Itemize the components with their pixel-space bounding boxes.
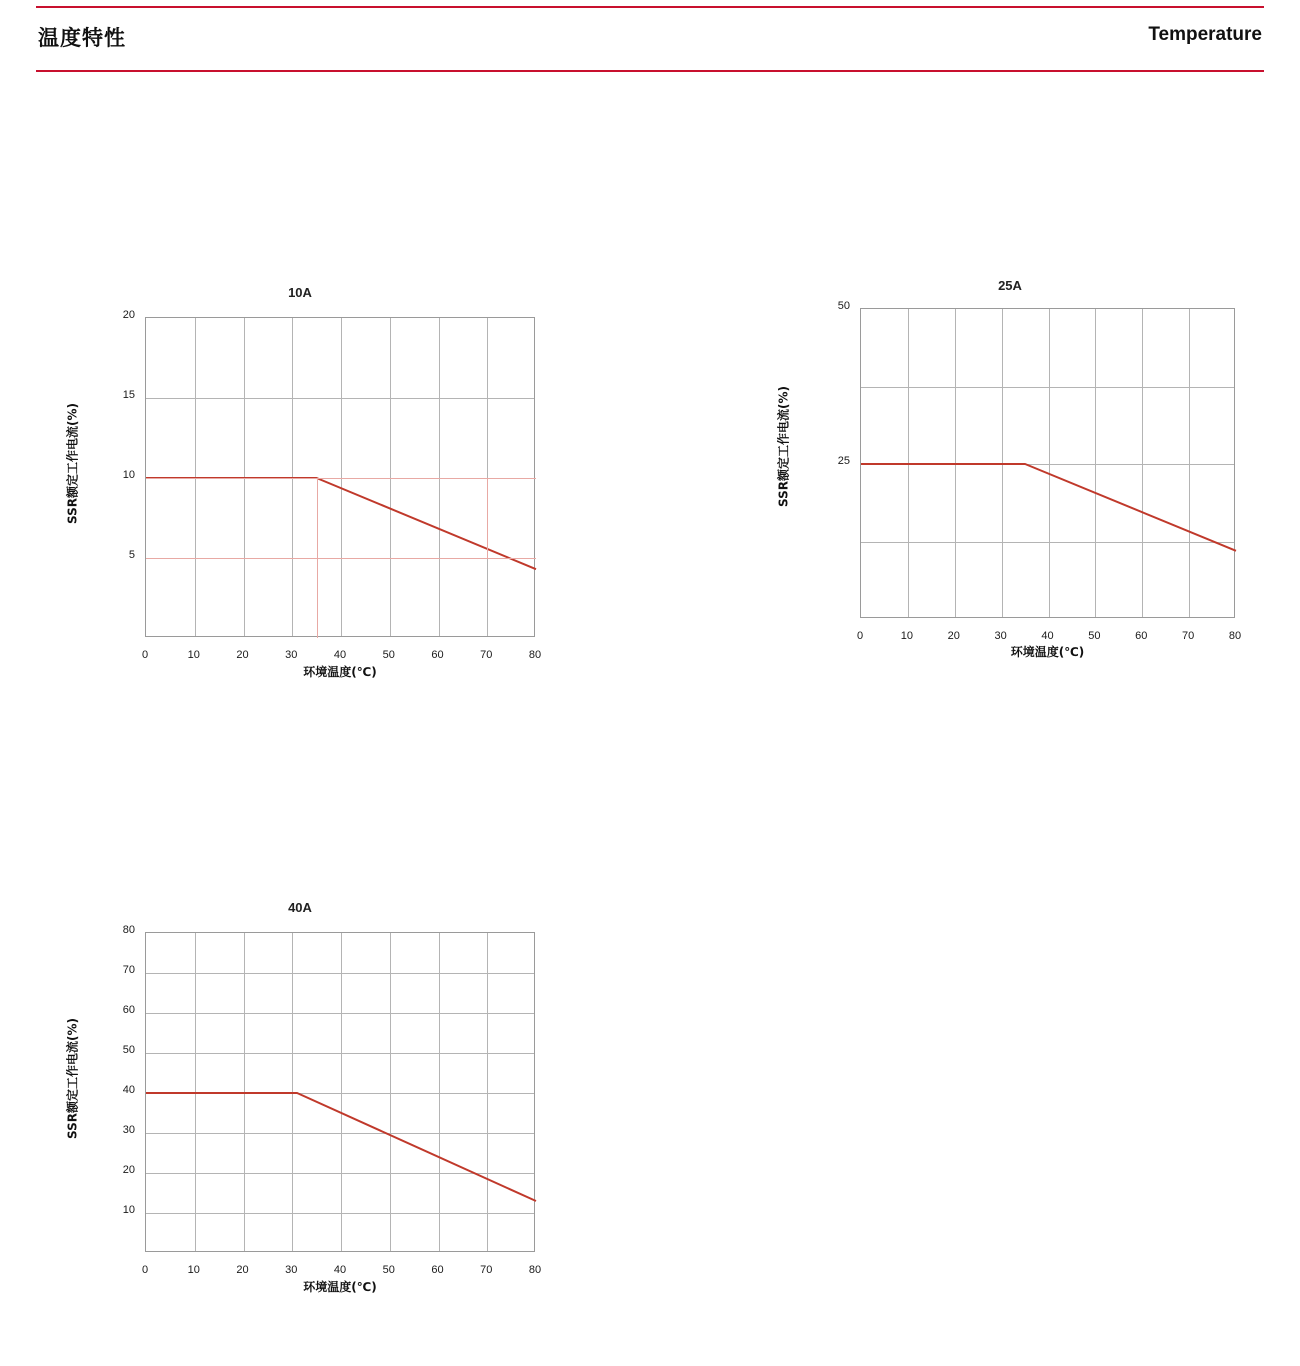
chart-40a-x-tick-label: 60 [431, 1264, 444, 1276]
chart-40a-y-tick-label: 20 [122, 1164, 135, 1176]
chart-40a-x-tick-label: 50 [382, 1264, 395, 1276]
chart-10a-x-tick-label: 0 [141, 649, 149, 661]
chart-25a-x-tick-label: 40 [1041, 630, 1054, 642]
chart-10a-y-axis-title: SSR额定工作电流(%) [65, 403, 80, 524]
chart-10a-plot-area [145, 317, 535, 637]
chart-25a-x-tick-label: 0 [856, 630, 864, 642]
chart-40a-y-tick-label: 70 [122, 964, 135, 976]
chart-40a-curve [146, 933, 536, 1253]
chart-40a-x-tick-label: 20 [236, 1264, 249, 1276]
chart-10a-x-tick-label: 70 [480, 649, 493, 661]
chart-25a-curve [861, 309, 1236, 619]
chart-10a-x-tick-label: 10 [187, 649, 200, 661]
chart-25a-y-tick-label: 50 [837, 300, 850, 312]
chart-25a-plot-area [860, 308, 1235, 618]
chart-40a-y-tick-label: 30 [122, 1124, 135, 1136]
chart-40a-y-tick-label: 10 [122, 1204, 135, 1216]
chart-40a-y-tick-label: 80 [122, 924, 135, 936]
chart-10a-x-tick-label: 40 [333, 649, 347, 661]
chart-40a-plot-area [145, 932, 535, 1252]
chart-10a-y-tick-label: 5 [128, 549, 135, 561]
chart-10a-y-tick-label: 15 [122, 389, 135, 401]
chart-10a [60, 285, 540, 705]
chart-25a-x-tick-label: 80 [1228, 630, 1242, 642]
chart-40a-y-tick-label: 50 [122, 1044, 135, 1056]
chart-25a-x-tick-label: 30 [994, 630, 1007, 642]
chart-10a-x-axis-title: 环境温度(℃) [303, 665, 377, 679]
chart-10a-curve [146, 318, 536, 638]
chart-25a-x-tick-label: 20 [947, 630, 960, 642]
chart-40a-x-tick-label: 80 [528, 1264, 542, 1276]
chart-40a-y-tick-label: 40 [122, 1084, 135, 1096]
chart-25a-y-tick-label: 25 [837, 455, 850, 467]
chart-10a-x-tick-label: 60 [431, 649, 444, 661]
chart-10a-y-tick-label: 20 [122, 309, 135, 321]
chart-40a-y-axis-title: SSR额定工作电流(%) [65, 1018, 80, 1139]
chart-25a [775, 278, 1245, 678]
chart-40a-x-tick-label: 10 [187, 1264, 200, 1276]
chart-10a-x-tick-label: 80 [528, 649, 542, 661]
chart-10a-title: 10A [288, 285, 312, 300]
chart-40a-x-tick-label: 40 [333, 1264, 347, 1276]
chart-40a [60, 900, 540, 1320]
chart-10a-x-tick-label: 30 [285, 649, 298, 661]
chart-10a-y-tick-label: 10 [122, 469, 135, 481]
chart-25a-x-tick-label: 60 [1135, 630, 1148, 642]
chart-10a-x-tick-label: 50 [382, 649, 395, 661]
chart-40a-y-tick-label: 60 [122, 1004, 135, 1016]
page-title-cn: 温度特性 [38, 26, 126, 50]
chart-25a-x-tick-label: 70 [1182, 630, 1195, 642]
header-bottom-rule [36, 70, 1264, 72]
chart-40a-x-tick-label: 70 [480, 1264, 493, 1276]
chart-25a-x-tick-label: 50 [1088, 630, 1101, 642]
chart-40a-x-tick-label: 30 [285, 1264, 298, 1276]
chart-25a-x-axis-title: 环境温度(℃) [1010, 645, 1085, 659]
page-header [0, 0, 1300, 78]
chart-40a-x-axis-title: 环境温度(℃) [303, 1280, 377, 1294]
chart-40a-title: 40A [288, 900, 312, 915]
header-top-rule [36, 6, 1264, 8]
chart-25a-x-tick-label: 10 [900, 630, 913, 642]
chart-40a-x-tick-label: 0 [141, 1264, 149, 1276]
chart-25a-title: 25A [998, 278, 1022, 293]
chart-10a-x-tick-label: 20 [236, 649, 249, 661]
chart-25a-y-axis-title: SSR额定工作电流(%) [776, 386, 791, 507]
page-title-en: Temperature [1148, 24, 1262, 45]
